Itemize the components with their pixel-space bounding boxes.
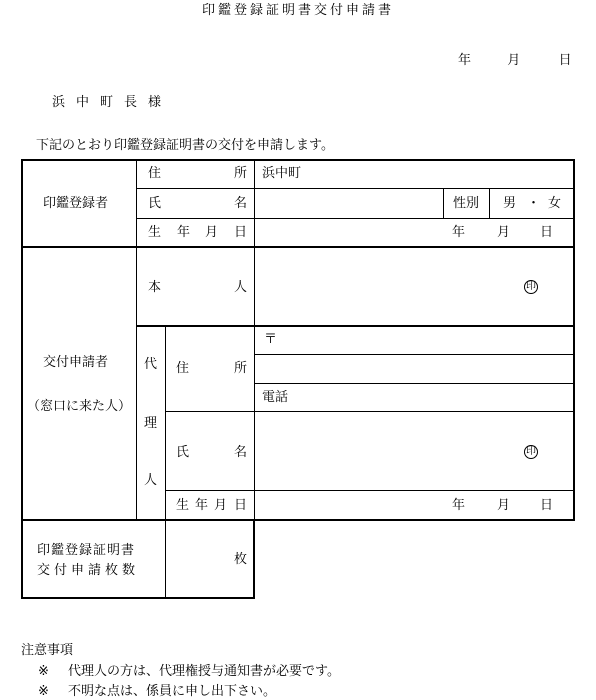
agent-birth-label-1: 生 [176,498,190,513]
agent-postal-field[interactable] [280,330,570,352]
note-mark-2: ※ [38,684,49,699]
agent-address-field[interactable] [262,359,570,381]
applicant-subheading: （窓口に来た人） [27,399,132,414]
self-label-2: 人 [234,280,248,295]
count-label-line-2: 交付申請枚数 [37,563,140,578]
agent-birth-label-3: 月 [214,498,228,513]
agent-birth-year: 年 [452,498,466,513]
gender-label: 性別 [453,196,480,211]
phone-label: 電話 [262,390,289,405]
registrant-address-label-2: 所 [234,166,248,181]
gender-male-option[interactable]: 男 [503,196,517,211]
recipient: 浜中町長様 [52,95,173,110]
count-label-line-1: 印鑑登録証明書 [37,543,136,558]
agent-char-1: 代 [144,357,158,372]
registrant-heading: 印鑑登録者 [43,196,109,211]
postal-mark: 〒 [264,332,278,347]
agent-birth-month: 月 [497,498,511,513]
date-day-label: 日 [558,53,572,68]
registrant-birth-label-2: 年 [177,225,191,240]
registrant-name-field[interactable] [262,193,440,215]
note-mark-1: ※ [38,664,49,679]
registrant-birth-year: 年 [452,225,466,240]
registrant-address-value[interactable]: 浜中町 [262,166,302,181]
notes-heading: 注意事項 [21,643,74,658]
note-text-1: 代理人の方は、代理権授与通知書が必要です。 [68,664,340,679]
date-year-label: 年 [458,53,472,68]
lead-text: 下記のとおり印鑑登録証明書の交付を申請します。 [36,138,334,153]
note-text-2: 不明な点は、係員に申し出下さい。 [68,684,277,699]
agent-birth-label-4: 日 [234,498,248,513]
self-seal-mark: 印 [526,281,536,292]
agent-name-field[interactable] [262,416,562,486]
agent-name-label-1: 氏 [176,445,190,460]
registrant-birth-label-4: 日 [234,225,248,240]
registrant-birth-label-3: 月 [205,225,219,240]
registrant-address-label-1: 住 [148,166,162,181]
agent-seal-mark: 印 [526,446,536,457]
agent-address-label-2: 所 [234,361,248,376]
date-month-label: 月 [507,53,521,68]
self-name-field[interactable] [262,255,562,317]
form-title: 印鑑登録証明書交付申請書 [201,3,394,18]
agent-birth-day: 日 [540,498,554,513]
registrant-birth-day: 日 [540,225,554,240]
gender-female-option[interactable]: 女 [548,196,562,211]
count-unit: 枚 [234,552,248,567]
registrant-birth-label-1: 生 [148,225,162,240]
count-field[interactable] [175,535,230,591]
registrant-birth-month: 月 [497,225,511,240]
registrant-name-label-2: 名 [234,196,248,211]
agent-char-3: 人 [144,473,158,488]
application-date [458,54,572,67]
self-label-1: 本 [148,280,162,295]
registrant-name-label-1: 氏 [148,196,162,211]
applicant-heading: 交付申請者 [43,355,109,370]
agent-address-label-1: 住 [176,361,190,376]
gender-separator: ・ [527,196,541,211]
agent-phone-field[interactable] [295,387,570,409]
agent-birth-label-2: 年 [195,498,209,513]
agent-name-label-2: 名 [234,445,248,460]
agent-char-2: 理 [144,416,158,431]
